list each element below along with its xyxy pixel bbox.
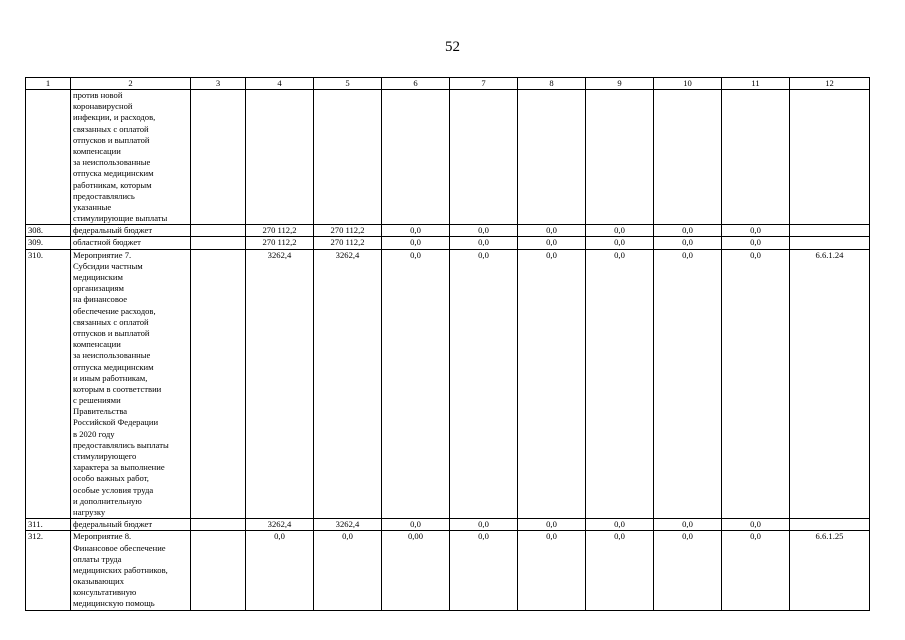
row-code: 6.6.1.25 xyxy=(790,531,870,610)
description-line: оказывающих xyxy=(73,576,125,587)
value-cell: 0,0 xyxy=(722,531,790,610)
description-line: Российской Федерации xyxy=(73,417,159,428)
header-cell: 5 xyxy=(314,78,382,90)
header-cell: 11 xyxy=(722,78,790,90)
description-line: медицинских работников, xyxy=(73,564,168,575)
description-line: за неиспользованные xyxy=(73,350,151,361)
value-cell: 0,0 xyxy=(518,249,586,519)
value-cell xyxy=(246,90,314,225)
value-cell xyxy=(191,249,246,519)
value-cell: 0,0 xyxy=(246,531,314,610)
description-line: указанные xyxy=(73,201,112,212)
value-cell xyxy=(654,90,722,225)
program-table xyxy=(25,77,870,611)
description-line: с решениями xyxy=(73,395,121,406)
value-cell: 0,0 xyxy=(722,519,790,531)
value-cell xyxy=(722,90,790,225)
description-line: обеспечение расходов, xyxy=(73,305,156,316)
value-cell: 0,0 xyxy=(722,249,790,519)
table-row xyxy=(26,249,870,519)
value-cell: 0,0 xyxy=(586,519,654,531)
value-cell xyxy=(586,90,654,225)
value-cell: 0,0 xyxy=(654,225,722,237)
value-cell: 0,0 xyxy=(722,237,790,249)
value-cell: 0,0 xyxy=(654,249,722,519)
description-line: Правительства xyxy=(73,406,128,417)
header-cell: 1 xyxy=(26,78,71,90)
description-line: инфекции, и расходов, xyxy=(73,112,156,123)
value-cell: 3262,4 xyxy=(246,249,314,519)
value-cell: 0,0 xyxy=(382,519,450,531)
page-number: 52 xyxy=(445,39,460,55)
table-row xyxy=(26,237,870,249)
row-code: 6.6.1.24 xyxy=(790,249,870,519)
description-line: консультативную xyxy=(73,587,137,598)
value-cell xyxy=(450,90,518,225)
value-cell: 0,0 xyxy=(654,519,722,531)
table-row xyxy=(26,90,870,225)
value-cell: 0,0 xyxy=(450,237,518,249)
value-cell: 0,0 xyxy=(450,249,518,519)
description-line: компенсации xyxy=(73,145,121,156)
value-cell: 3262,4 xyxy=(314,249,382,519)
row-description xyxy=(71,519,191,531)
description-line: связанных с оплатой xyxy=(73,123,149,134)
value-cell xyxy=(518,90,586,225)
description-line: отпусков и выплатой xyxy=(73,134,150,145)
description-line: федеральный бюджет xyxy=(73,225,153,236)
value-cell xyxy=(382,90,450,225)
value-cell: 270 112,2 xyxy=(314,237,382,249)
value-cell: 0,0 xyxy=(586,531,654,610)
value-cell: 0,0 xyxy=(654,237,722,249)
description-line: против новой xyxy=(73,90,123,100)
row-code xyxy=(790,519,870,531)
description-line: связанных с оплатой xyxy=(73,316,149,327)
value-cell xyxy=(191,531,246,610)
header-cell: 3 xyxy=(191,78,246,90)
description-line: и иным работникам, xyxy=(73,372,148,383)
value-cell: 0,0 xyxy=(382,249,450,519)
value-cell: 0,0 xyxy=(654,531,722,610)
row-description xyxy=(71,90,191,225)
header-row xyxy=(26,78,870,90)
value-cell: 270 112,2 xyxy=(246,237,314,249)
header-cell: 4 xyxy=(246,78,314,90)
description-line: особо важных работ, xyxy=(73,473,149,484)
value-cell: 0,0 xyxy=(518,237,586,249)
row-number: 312. xyxy=(26,531,71,610)
description-line: в 2020 году xyxy=(73,428,115,439)
row-description xyxy=(71,531,191,610)
description-line: за неиспользованные xyxy=(73,157,151,168)
description-line: на финансовое xyxy=(73,294,128,305)
value-cell: 0,0 xyxy=(450,519,518,531)
description-line: Мероприятие 8. xyxy=(73,531,132,542)
value-cell: 0,0 xyxy=(450,225,518,237)
description-line: работникам, которым xyxy=(73,179,152,190)
description-line: характера за выполнение xyxy=(73,462,165,473)
row-code xyxy=(790,237,870,249)
header-cell: 12 xyxy=(790,78,870,90)
value-cell: 0,0 xyxy=(314,531,382,610)
value-cell: 0,0 xyxy=(518,531,586,610)
value-cell xyxy=(191,225,246,237)
description-line: и дополнительную xyxy=(73,495,142,506)
description-line: федеральный бюджет xyxy=(73,519,153,530)
value-cell: 0,0 xyxy=(586,249,654,519)
description-line: которым в соответствии xyxy=(73,383,162,394)
header-cell: 2 xyxy=(71,78,191,90)
value-cell xyxy=(191,237,246,249)
description-line: стимулирующие выплаты xyxy=(73,213,168,224)
value-cell: 270 112,2 xyxy=(246,225,314,237)
description-line: Финансовое обеспечение xyxy=(73,542,166,553)
row-code xyxy=(790,90,870,225)
description-line: особые условия труда xyxy=(73,484,154,495)
description-line: организациям xyxy=(73,283,124,294)
description-line: компенсации xyxy=(73,339,121,350)
row-number xyxy=(26,90,71,225)
description-line: отпусков и выплатой xyxy=(73,327,150,338)
description-line: коронавирусной xyxy=(73,101,133,112)
row-number: 311. xyxy=(26,519,71,531)
row-description xyxy=(71,237,191,249)
value-cell: 0,0 xyxy=(586,237,654,249)
row-description xyxy=(71,225,191,237)
value-cell: 0,0 xyxy=(518,519,586,531)
value-cell: 0,00 xyxy=(382,531,450,610)
value-cell: 3262,4 xyxy=(314,519,382,531)
value-cell: 3262,4 xyxy=(246,519,314,531)
row-number: 310. xyxy=(26,249,71,519)
value-cell: 0,0 xyxy=(382,225,450,237)
header-cell: 10 xyxy=(654,78,722,90)
description-line: отпуска медицинским xyxy=(73,361,154,372)
description-line: стимулирующего xyxy=(73,451,137,462)
description-line: отпуска медицинским xyxy=(73,168,154,179)
value-cell: 0,0 xyxy=(450,531,518,610)
value-cell: 0,0 xyxy=(722,225,790,237)
value-cell: 0,0 xyxy=(586,225,654,237)
description-line: медицинским xyxy=(73,272,123,283)
table-body xyxy=(26,78,870,611)
description-line: областной бюджет xyxy=(73,237,141,248)
description-line: предоставлялись xyxy=(73,190,135,201)
row-description xyxy=(71,249,191,519)
header-cell: 8 xyxy=(518,78,586,90)
row-number: 309. xyxy=(26,237,71,249)
header-cell: 9 xyxy=(586,78,654,90)
value-cell: 270 112,2 xyxy=(314,225,382,237)
value-cell xyxy=(191,90,246,225)
description-line: Мероприятие 7. xyxy=(73,249,132,260)
description-line: нагрузку xyxy=(73,506,106,517)
table-row xyxy=(26,519,870,531)
value-cell: 0,0 xyxy=(518,225,586,237)
row-code xyxy=(790,225,870,237)
header-cell: 6 xyxy=(382,78,450,90)
value-cell xyxy=(191,519,246,531)
row-number: 308. xyxy=(26,225,71,237)
description-line: Субсидии частным xyxy=(73,260,143,271)
description-line: оплаты труда xyxy=(73,553,122,564)
header-cell: 7 xyxy=(450,78,518,90)
table-row xyxy=(26,531,870,610)
table-row xyxy=(26,225,870,237)
value-cell: 0,0 xyxy=(382,237,450,249)
description-line: медицинскую помощь xyxy=(73,598,155,609)
value-cell xyxy=(314,90,382,225)
description-line: предоставлялись выплаты xyxy=(73,439,169,450)
